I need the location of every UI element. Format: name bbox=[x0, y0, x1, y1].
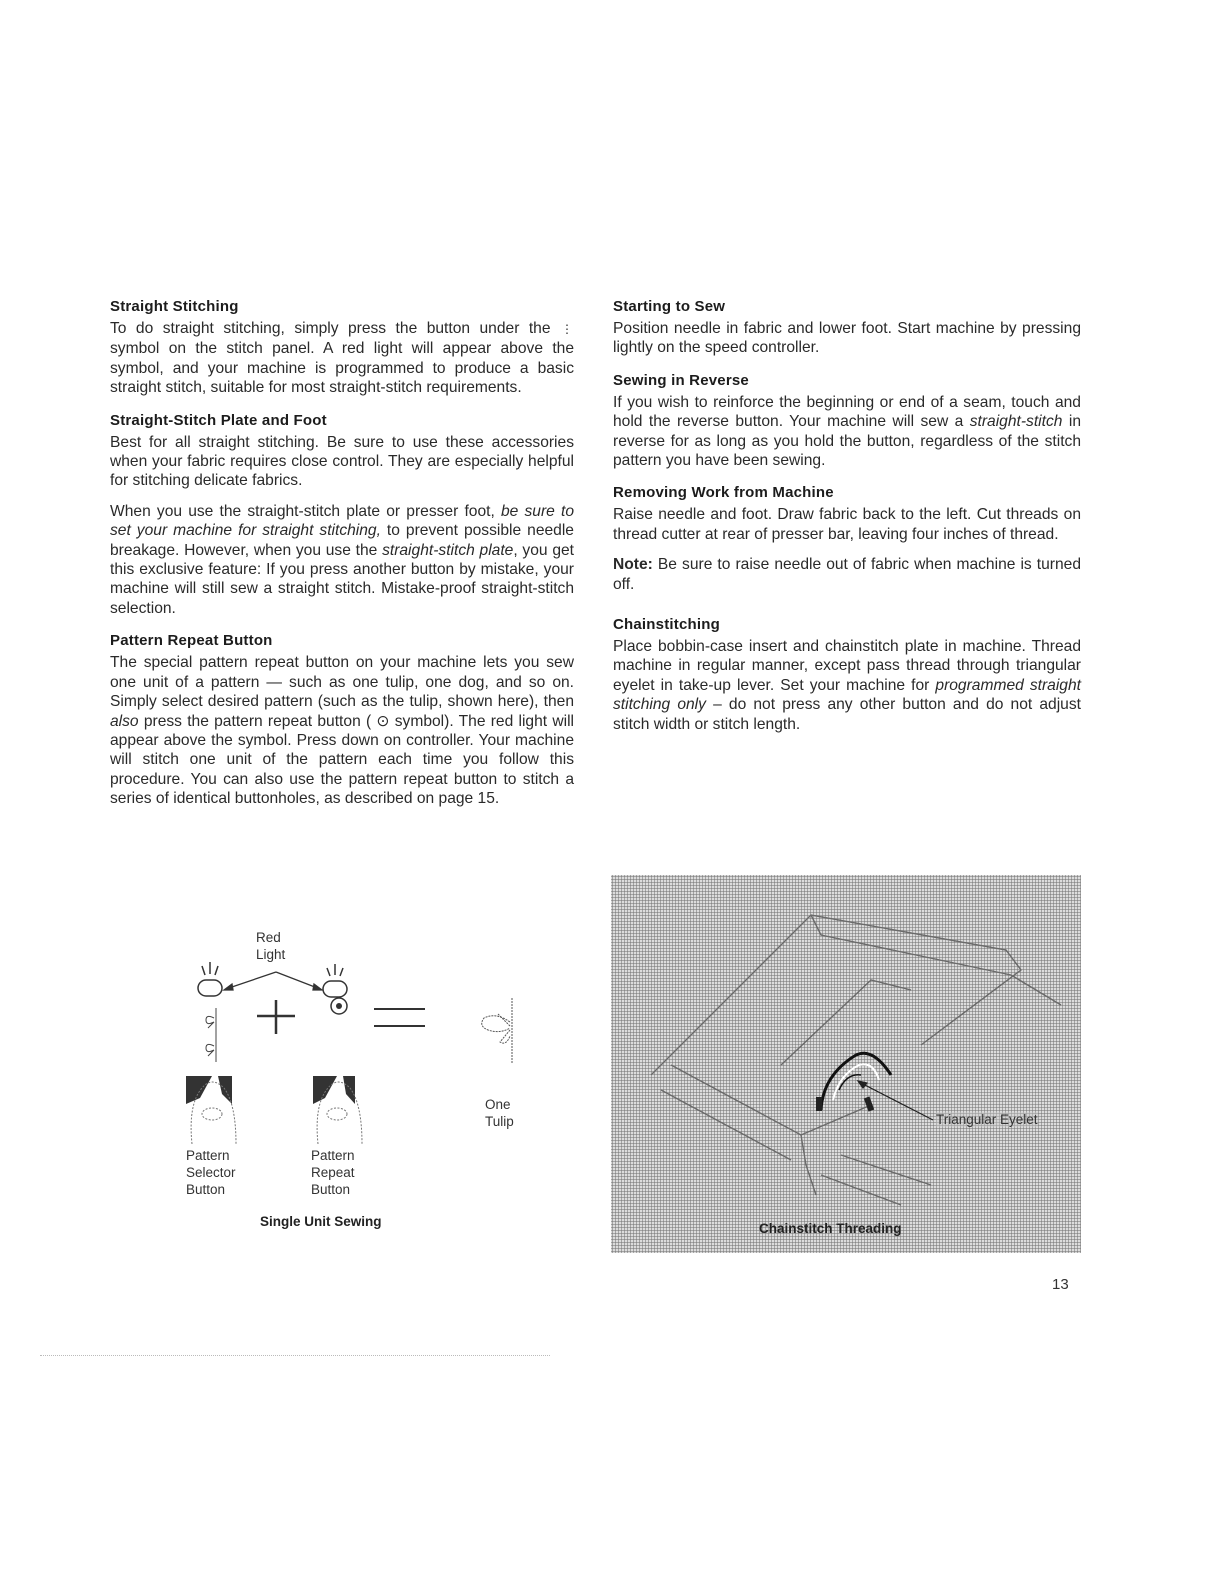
paragraph-pattern-repeat: The special pattern repeat button on your machine lets you sew one unit of a pattern — such as one tulip, one dog, and so on. Simply select desired pattern (such as the tulip, shown here), then also press the pattern repeat button ( ⊙ symbol). The red light will appear above the symbol. Press down on controller. Your machine will stitch one unit of the pattern each time you follow this procedure. You can also use the pattern repeat button to stitch a series of identical buttonholes, as described on page 15. bbox=[110, 654, 575, 808]
section-pattern-repeat bbox=[110, 632, 574, 808]
red-light-right-icon bbox=[323, 964, 347, 997]
heading-straight-stitching: Straight Stitching bbox=[110, 298, 239, 315]
pattern-repeat-symbol-icon bbox=[331, 998, 347, 1014]
heading-plate-and-foot: Straight-Stitch Plate and Foot bbox=[110, 411, 327, 429]
plus-icon bbox=[257, 1000, 295, 1034]
red-light-label: Red Light bbox=[256, 930, 286, 962]
one-tulip-icon bbox=[482, 998, 512, 1064]
one-tulip-label: One Tulip bbox=[485, 1097, 514, 1129]
note-paragraph: Note: Be sure to raise needle out of fabric when machine is turned off. bbox=[613, 556, 1081, 593]
right-column bbox=[613, 298, 1081, 748]
paragraph-sewing-in-reverse: If you wish to reinforce the beginning or end of a seam, touch and hold the reverse button. Your machine will sew a straight-stitch in reverse for as long as you hold the button, regardless of the stitch pattern you have been sewing. bbox=[613, 393, 1081, 470]
heading-removing-work: Removing Work from Machine bbox=[613, 484, 834, 502]
light-pointer-arrows bbox=[224, 972, 322, 990]
paragraph-chainstitching: Place bobbin-case insert and chainstitch plate in machine. Thread machine in regular manner, except pass thread through triangular eyelet in take-up lever. Set your machine for programmed straight stitching only – do not press any other button and do not adjust stitch width or stitch length. bbox=[613, 638, 1081, 733]
straight-stitch-symbol-icon: ⋮ bbox=[561, 322, 573, 336]
heading-starting-to-sew: Starting to Sew bbox=[613, 298, 726, 315]
section-sewing-in-reverse bbox=[613, 372, 1081, 471]
paragraph-straight-stitching: To do straight stitching, simply press the button under the ⋮ symbol on the stitch panel. A red light will appear above the symbol, and your machine is programmed to produce a basic straight stitch, suitable for most straight-stitch requirements. bbox=[110, 320, 574, 397]
take-up-lever-icon bbox=[816, 1053, 891, 1111]
paragraph-starting-to-sew: Position needle in fabric and lower foot. Start machine by pressing lightly on the speed controller. bbox=[613, 320, 1081, 357]
heading-chainstitching: Chainstitching bbox=[613, 616, 720, 634]
section-plate-and-foot bbox=[110, 412, 574, 619]
single-unit-sewing-figure bbox=[170, 926, 550, 1236]
section-removing-work bbox=[613, 484, 1081, 594]
heading-pattern-repeat: Pattern Repeat Button bbox=[110, 632, 273, 650]
left-column bbox=[110, 298, 574, 823]
red-light-left-icon bbox=[198, 962, 222, 996]
heading-sewing-in-reverse: Sewing in Reverse bbox=[613, 371, 749, 389]
paragraph-plate-1: Best for all straight stitching. Be sure to use these accessories when your fabric requires close control. They are especially helpful for stitching delicate fabrics. bbox=[110, 433, 574, 490]
section-starting-to-sew bbox=[613, 298, 1081, 358]
paragraph-plate-2: When you use the straight-stitch plate or presser foot, be sure to set your machine for straight stitching, to prevent possible needle breakage. However, when you use the straight-stitch plate, you get this exclusive feature: If you press another button by mistake, your machine will still sew a straight stitch. Mistake-proof straight-stitch selection. bbox=[110, 502, 574, 617]
section-chainstitching bbox=[613, 616, 1081, 734]
page-number: 13 bbox=[1052, 1276, 1069, 1293]
pattern-selector-button-label: Pattern Selector Button bbox=[186, 1148, 236, 1197]
section-straight-stitching bbox=[110, 298, 574, 398]
pattern-repeat-symbol-icon: ⊙ bbox=[376, 712, 390, 730]
equals-icon bbox=[374, 1009, 425, 1026]
figure-caption-single-unit-sewing: Single Unit Sewing bbox=[260, 1214, 382, 1229]
scan-artifact-divider bbox=[40, 1355, 550, 1357]
triangular-eyelet-label: Triangular Eyelet bbox=[936, 1112, 1038, 1127]
chainstitch-threading-illustration bbox=[611, 875, 1081, 1253]
chainstitch-threading-figure bbox=[611, 875, 1081, 1253]
finger-pressing-selector-icon bbox=[186, 1076, 236, 1144]
paragraph-removing-work: Raise needle and foot. Draw fabric back to the left. Cut threads on thread cutter at rear of presser bar, leaving four inches of thread. bbox=[613, 506, 1081, 543]
figure-caption-chainstitch-threading: Chainstitch Threading bbox=[759, 1221, 902, 1236]
machine-outline bbox=[651, 915, 1061, 1205]
finger-pressing-repeat-icon bbox=[313, 1076, 362, 1144]
tulip-pattern-icon bbox=[206, 1008, 216, 1062]
pattern-repeat-button-label: Pattern Repeat Button bbox=[311, 1148, 355, 1197]
note-label: Note: bbox=[613, 556, 653, 574]
